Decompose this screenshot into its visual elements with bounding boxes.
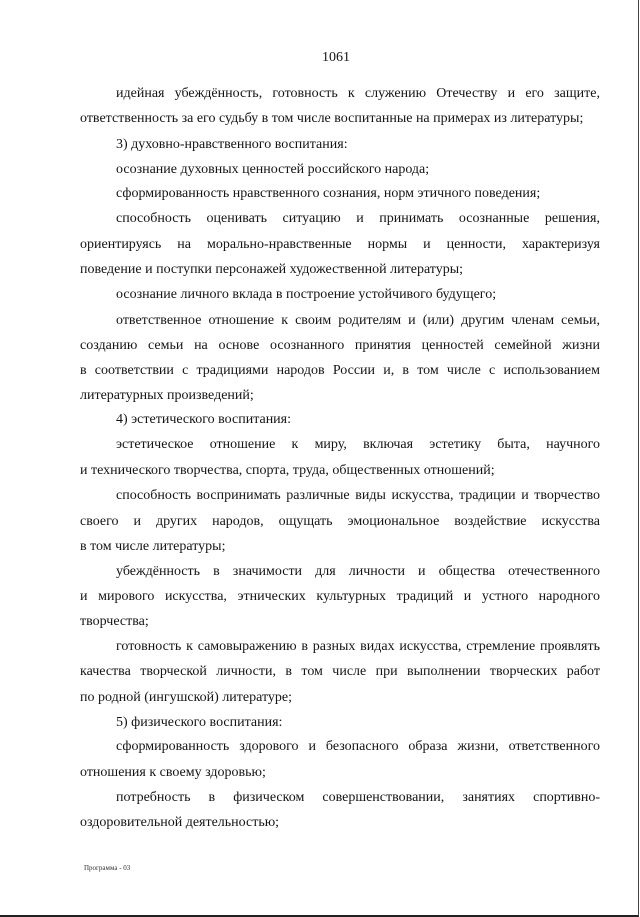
page-number: 1061 (322, 50, 350, 65)
text-line: созданию семьи на основе осознанного принятия ценностей семейной жизни (80, 338, 600, 353)
text-line: эстетическое отношение к миру, включая эстетику быта, научного (116, 437, 600, 452)
text-line: отношения к своему здоровью; (80, 765, 266, 780)
text-line: своего и других народов, ощущать эмоциональное воздействие искусства (80, 514, 600, 529)
text-line: готовность к самовыражению в разных видах искусства, стремление проявлять (116, 639, 600, 654)
text-line: и технического творчества, спорта, труда, общественных отношений; (80, 463, 495, 478)
text-line: сформированность здорового и безопасного образа жизни, ответственного (116, 739, 600, 754)
text-line: в соответствии с традициями народов России и, в том числе с использованием (80, 363, 600, 378)
text-line: по родной (ингушской) литературе; (80, 690, 293, 705)
text-line: качества творческой личности, в том числе при выполнении творческих работ (80, 664, 600, 679)
text-line: поведение и поступки персонажей художественной литературы; (80, 262, 464, 277)
text-line: и мирового искусства, этнических культурных традиций и устного народного (80, 589, 600, 604)
footer-label: Программа - 03 (84, 864, 131, 872)
text-line: убеждённость в значимости для личности и общества отечественного (116, 564, 600, 579)
text-line: потребность в физическом совершенствовании, занятиях спортивно- (116, 790, 600, 805)
text-line: сформированность нравственного сознания, норм этичного поведения; (116, 186, 541, 201)
text-line: осознание духовных ценностей российского народа; (116, 162, 430, 177)
text-line: способность воспринимать различные виды искусства, традиции и творчество (116, 488, 600, 503)
text-line: осознание личного вклада в построение устойчивого будущего; (116, 287, 497, 302)
text-line: 4) эстетического воспитания: (116, 412, 292, 427)
text-line: идейная убеждённость, готовность к служению Отечеству и его защите, (116, 86, 600, 101)
text-line: 5) физического воспитания: (116, 715, 283, 730)
text-line: 3) духовно-нравственного воспитания: (116, 137, 348, 152)
text-line: ориентируясь на морально-нравственные нормы и ценности, характеризуя (80, 237, 600, 252)
text-line: в том числе литературы; (80, 539, 226, 554)
text-line: способность оценивать ситуацию и принимать осознанные решения, (116, 211, 600, 226)
text-line: литературных произведений; (80, 388, 254, 403)
text-line: ответственность за его судьбу в том числе воспитанные на примерах из литературы; (80, 111, 584, 126)
text-line: творчества; (80, 614, 149, 629)
text-line: оздоровительной деятельностью; (80, 815, 280, 830)
text-line: ответственное отношение к своим родителям и (или) другим членам семьи, (116, 313, 600, 328)
